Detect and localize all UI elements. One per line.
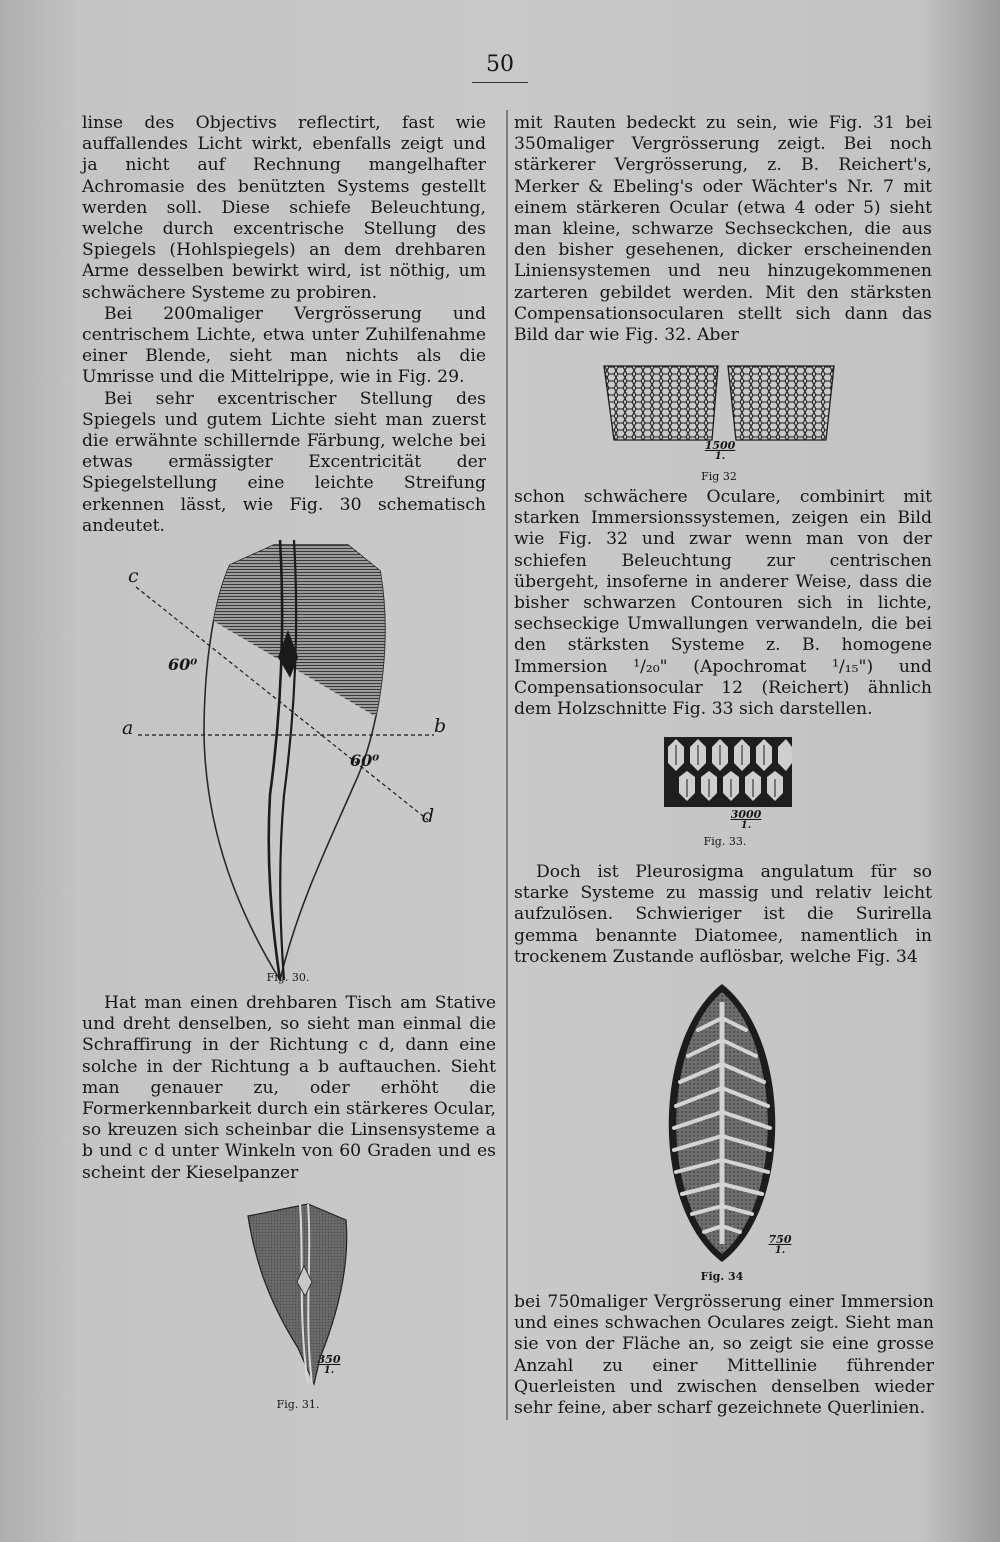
fig30-caption: Fig. 30. [266,971,310,984]
figure-32 [598,360,848,486]
fig34-drawing [632,978,812,1268]
paragraph: schon schwächere Oculare, combinirt mit starken Immersionssystemen, zeigen ein Bild wie Fig. 32 und zwar wenn man von der schiefen Beleuchtung zur centrischen übergeht, insoferne in anderer Weise, dass die bisher schwarzen Contouren sich in lichte, sechseckige Umwallungen verwandeln, die bei den stärksten Systeme z. B. homogene Immersion ¹/₂₀" (Apochromat ¹/₁₅") und Compensationsocular 12 (Reichert) ähnlich dem Holzschnitte Fig. 33 sich darstellen. [514,487,932,720]
page-number-rule [472,82,528,83]
paragraph: Doch ist Pleurosigma angulatum für so starke Systeme zu massig und relativ leicht aufzulösen. Schwieriger ist die Surirella gemma benannte Diatomee, namentlich in trockenem Zustande auflösbar, welche Fig. 34 [514,862,932,967]
fig31-caption: Fig. 31. [276,1398,320,1411]
fig30-angle-bottom: 60⁰ [350,751,380,770]
right-column-text-lower [514,862,932,968]
figure-31 [228,1198,368,1418]
fig33-magnification: $\frac{3000}{1.}$ [730,808,762,831]
fig30-label-b: b [434,715,447,737]
fig32-magnification: $\frac{1500}{1.}$ [704,439,736,462]
left-column-text-bottom [82,993,496,1184]
paragraph: bei 750maliger Vergrösserung einer Immersion und eines schwachen Oculares zeigt. Sieht man sie von der Fläche an, so zeigt sie eine grosse Anzahl zu einer Mittellinie führender Querleisten und zwischen denselben wieder sehr feine, aber scharf gezeichnete Querlinien. [514,1292,934,1419]
fig33-caption: Fig. 33. [703,835,747,848]
fig32-caption: Fig 32 [701,470,737,483]
figure-33 [660,733,800,851]
fig30-label-c: c [128,565,139,587]
paragraph: Bei sehr excentrischer Stellung des Spiegels und gutem Lichte sieht man zuerst die erwähnte schillernde Färbung, welche bei etwas ermässigter Excentricität der Spiegelstellung eine leichte Streifung erkennen lässt, wie Fig. 30 schematisch andeutet. [82,388,486,536]
fig31-drawing [228,1198,368,1388]
fig33-drawing [660,733,800,813]
fig31-magnification: $\frac{350}{1.}$ [317,1353,341,1376]
fig30-angle-top: 60⁰ [168,655,198,674]
paragraph: Bei 200maliger Vergrösserung und centrischem Lichte, etwa unter Zuhilfenahme einer Blende, sieht man nichts als die Umrisse und die Mittelrippe, wie in Fig. 29. [82,303,486,388]
page-number: 50 [486,52,514,77]
figure-34 [632,978,812,1288]
fig32-drawing [598,360,848,450]
fig30-label-a: a [122,717,134,739]
paragraph: Hat man einen drehbaren Tisch am Stative und dreht denselben, so sieht man einmal die Schraffirung in der Richtung c d, dann eine solche in der Richtung a b auftauchen. Sieht man genauer zu, oder erhöht die Formerkennbarkeit durch ein stärkeres Ocular, so kreuzen sich scheinbar die Linsensysteme a b und c d unter Winkeln von 60 Graden und es scheint der Kieselpanzer [82,993,496,1183]
fig34-caption: Fig. 34 [700,1270,744,1283]
figure-30 [118,535,468,985]
paragraph: mit Rauten bedeckt zu sein, wie Fig. 31 bei 350maliger Vergrösserung zeigt. Bei noch stärkerer Vergrösserung, z. B. Reichert's, Merker & Ebeling's oder Wächter's Nr. 7 mit einem stärkeren Ocular (etwa 4 oder 5) sieht man kleine, schwarze Sechseckchen, die aus den bisher gesehenen, dicker erscheinenden Liniensystemen und neu hinzugekommenen zarteren gebildet werden. Mit den stärksten Compensationsocularen stellt sich dann das Bild dar wie Fig. 32. Aber [514,113,932,346]
right-column-text-bottom [514,1292,934,1419]
right-column-text-middle [514,487,932,720]
fig34-magnification: $\frac{750}{1.}$ [768,1233,792,1256]
hexagon-field-left [604,366,718,440]
column-divider [506,110,508,1420]
right-column-text-top [514,113,932,346]
fig30-label-d: d [422,805,435,827]
hexagon-field-right [728,366,834,440]
left-column-text-top [82,113,486,537]
fig30-drawing [118,535,468,985]
paragraph: linse des Objectivs reflectirt, fast wie auffallendes Licht wirkt, ebenfalls zeigt und ja nicht auf Rechnung mangelhafter Achromasie des benützten Systems gestellt werden soll. Diese schiefe Beleuchtung, welche durch excentrische Stellung des Spiegels (Hohlspiegels) an dem drehbaren Arme desselben bewirkt wird, ist nöthig, um schwächere Systeme zu probiren. [82,113,486,303]
